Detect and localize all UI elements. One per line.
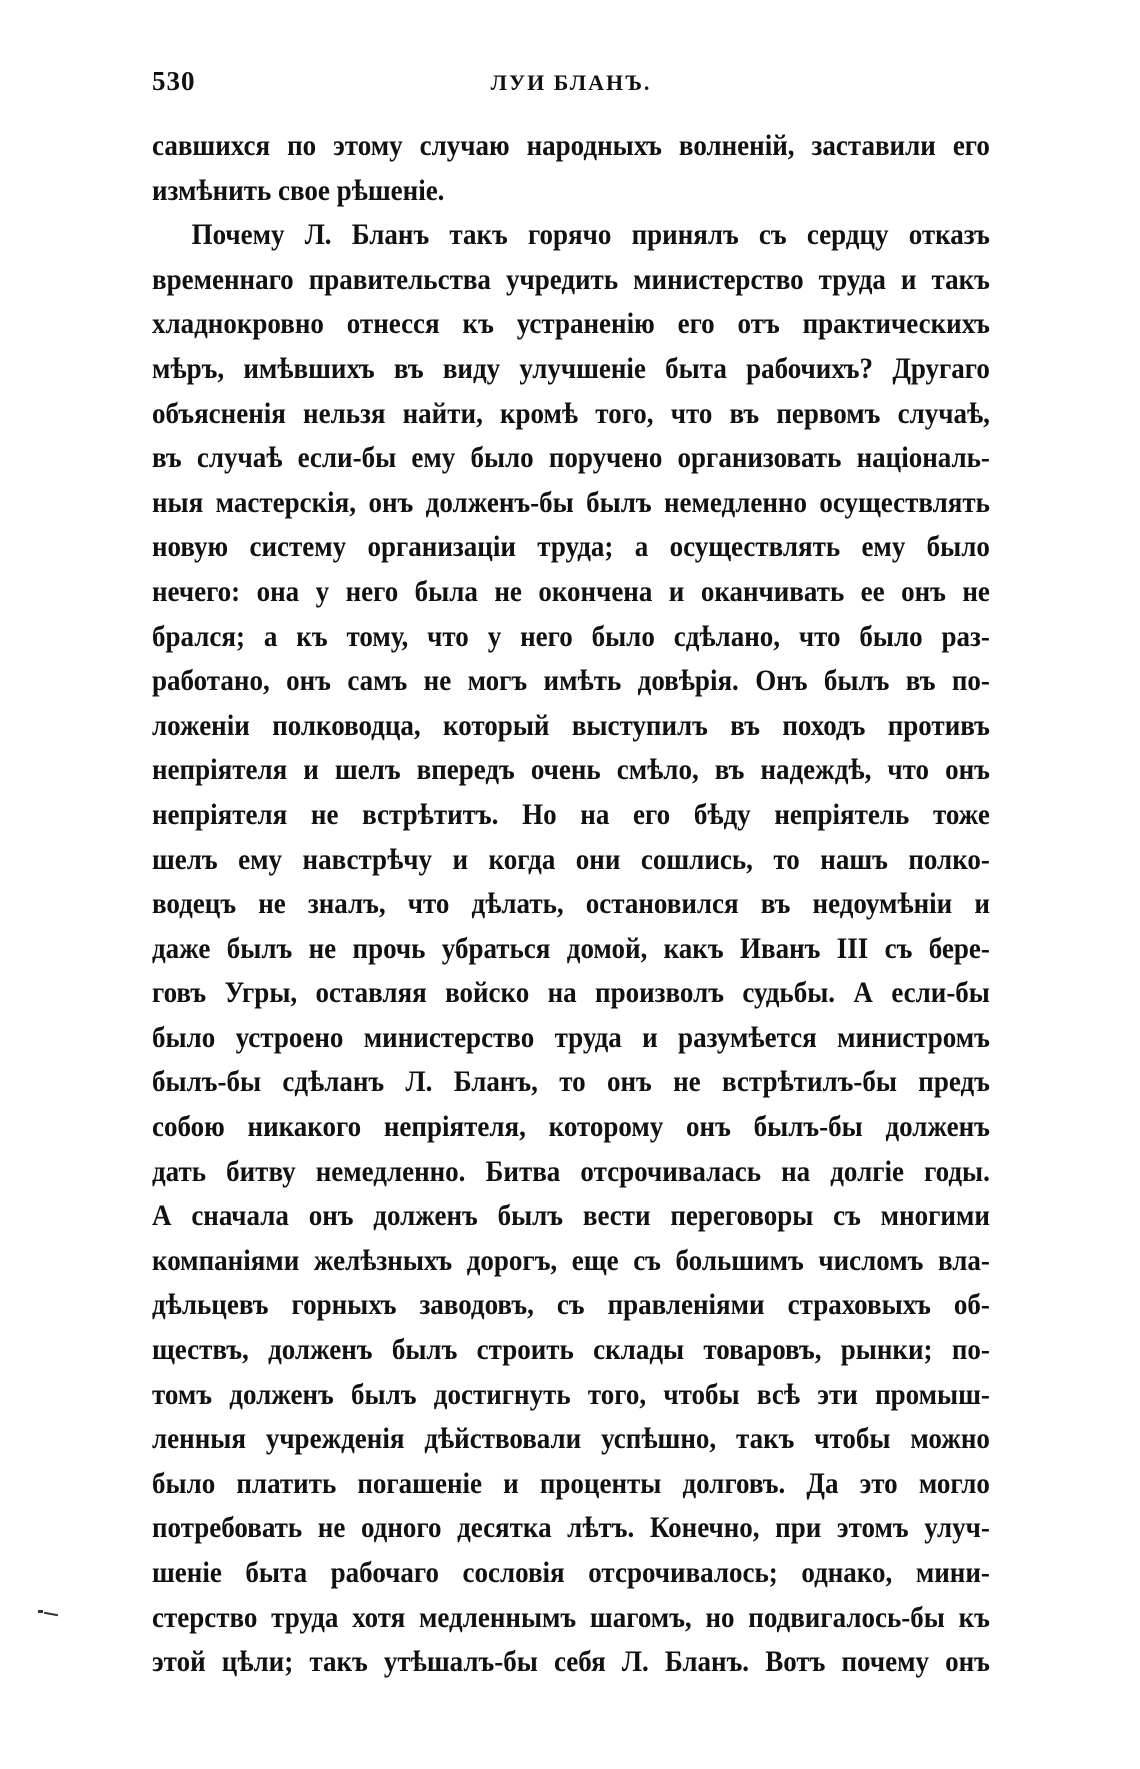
text-line: ныя мастерскія, онъ долженъ-бы былъ немедленно осуществлять bbox=[152, 485, 990, 519]
text-line: непріятеля не встрѣтитъ. Но на его бѣду непріятель тоже bbox=[152, 797, 990, 831]
text-line: мѣръ, имѣвшихъ въ виду улучшеніе быта рабочихъ? Другаго bbox=[152, 351, 990, 385]
text-line: даже былъ не прочь убраться домой, какъ Иванъ III съ бере- bbox=[152, 931, 990, 965]
text-line: водецъ не зналъ, что дѣлать, остановился въ недоумѣніи и bbox=[152, 887, 990, 921]
running-head bbox=[152, 66, 990, 106]
text-line: объясненія нельзя найти, кромѣ того, что въ первомъ случаѣ, bbox=[152, 396, 990, 430]
text-line: А сначала онъ долженъ былъ вести переговоры съ многими bbox=[152, 1199, 990, 1233]
text-line: ществъ, долженъ былъ строить склады товаровъ, рынки; по- bbox=[152, 1333, 990, 1367]
text-line: въ случаѣ если-бы ему было поручено организовать національ- bbox=[152, 441, 990, 475]
text-line: брался; а къ тому, что у него было сдѣлано, что было раз- bbox=[152, 619, 990, 653]
text-line: новую систему организаціи труда; а осуществлять ему было bbox=[152, 530, 990, 564]
text-line: савшихся по этому случаю народныхъ волненій, заставили его bbox=[152, 129, 990, 162]
text-line: шелъ ему навстрѣчу и когда они сошлись, то нашъ полко- bbox=[152, 842, 990, 876]
text-line: томъ долженъ былъ достигнуть того, чтобы всѣ эти промыш- bbox=[152, 1377, 990, 1411]
text-line: хладнокровно отнесся къ устраненію его отъ практическихъ bbox=[152, 307, 990, 341]
text-line: измѣнить свое рѣшеніе. bbox=[152, 173, 445, 207]
scan-mark bbox=[38, 1610, 60, 1616]
text-line: ложеніи полководца, который выступилъ въ походъ противъ bbox=[152, 708, 990, 742]
text-line: было устроено министерство труда и разумѣется министромъ bbox=[152, 1020, 990, 1054]
text-line: нечего: она у него была не окончена и оканчивать ее онъ не bbox=[152, 574, 990, 608]
text-line: собою никакого непріятеля, которому онъ былъ-бы долженъ bbox=[152, 1110, 990, 1144]
text-line: дѣльцевъ горныхъ заводовъ, съ правленіями страховыхъ об- bbox=[152, 1288, 990, 1322]
text-line: шеніе быта рабочаго сословія отсрочивалось; однако, мини- bbox=[152, 1556, 990, 1589]
text-line: временнаго правительства учредить министерство труда и такъ bbox=[152, 262, 990, 296]
page-number: 530 bbox=[152, 66, 196, 96]
text-line: ленныя учрежденія дѣйствовали успѣшно, такъ чтобы можно bbox=[152, 1422, 990, 1456]
text-line: дать битву немедленно. Битва отсрочивалась на долгіе годы. bbox=[152, 1154, 990, 1188]
text-line: этой цѣли; такъ утѣшалъ-бы себя Л. Бланъ. Вотъ почему онъ bbox=[152, 1645, 990, 1679]
body-text bbox=[152, 124, 990, 1685]
text-line: работано, онъ самъ не могъ имѣть довѣрія. Онъ былъ въ по- bbox=[152, 664, 990, 698]
text-line: потребовать не одного десятка лѣтъ. Конечно, при этомъ улуч- bbox=[152, 1511, 990, 1545]
text-line: Почему Л. Бланъ такъ горячо принялъ съ сердцу отказъ bbox=[191, 218, 990, 252]
text-line: компаніями желѣзныхъ дорогъ, еще съ большимъ числомъ вла- bbox=[152, 1243, 990, 1277]
text-line: непріятеля и шелъ впередъ очень смѣло, въ надеждѣ, что онъ bbox=[152, 753, 990, 787]
running-title: ЛУИ БЛАНЪ. bbox=[490, 70, 652, 95]
text-line: былъ-бы сдѣланъ Л. Бланъ, то онъ не встрѣтилъ-бы предъ bbox=[152, 1065, 990, 1099]
text-line: говъ Угры, оставляя войско на произволъ судьбы. А если-бы bbox=[152, 976, 990, 1010]
text-line: стерство труда хотя медленнымъ шагомъ, но подвигалось-бы къ bbox=[152, 1600, 990, 1634]
text-line: было платить погашеніе и проценты долговъ. Да это могло bbox=[152, 1466, 990, 1500]
